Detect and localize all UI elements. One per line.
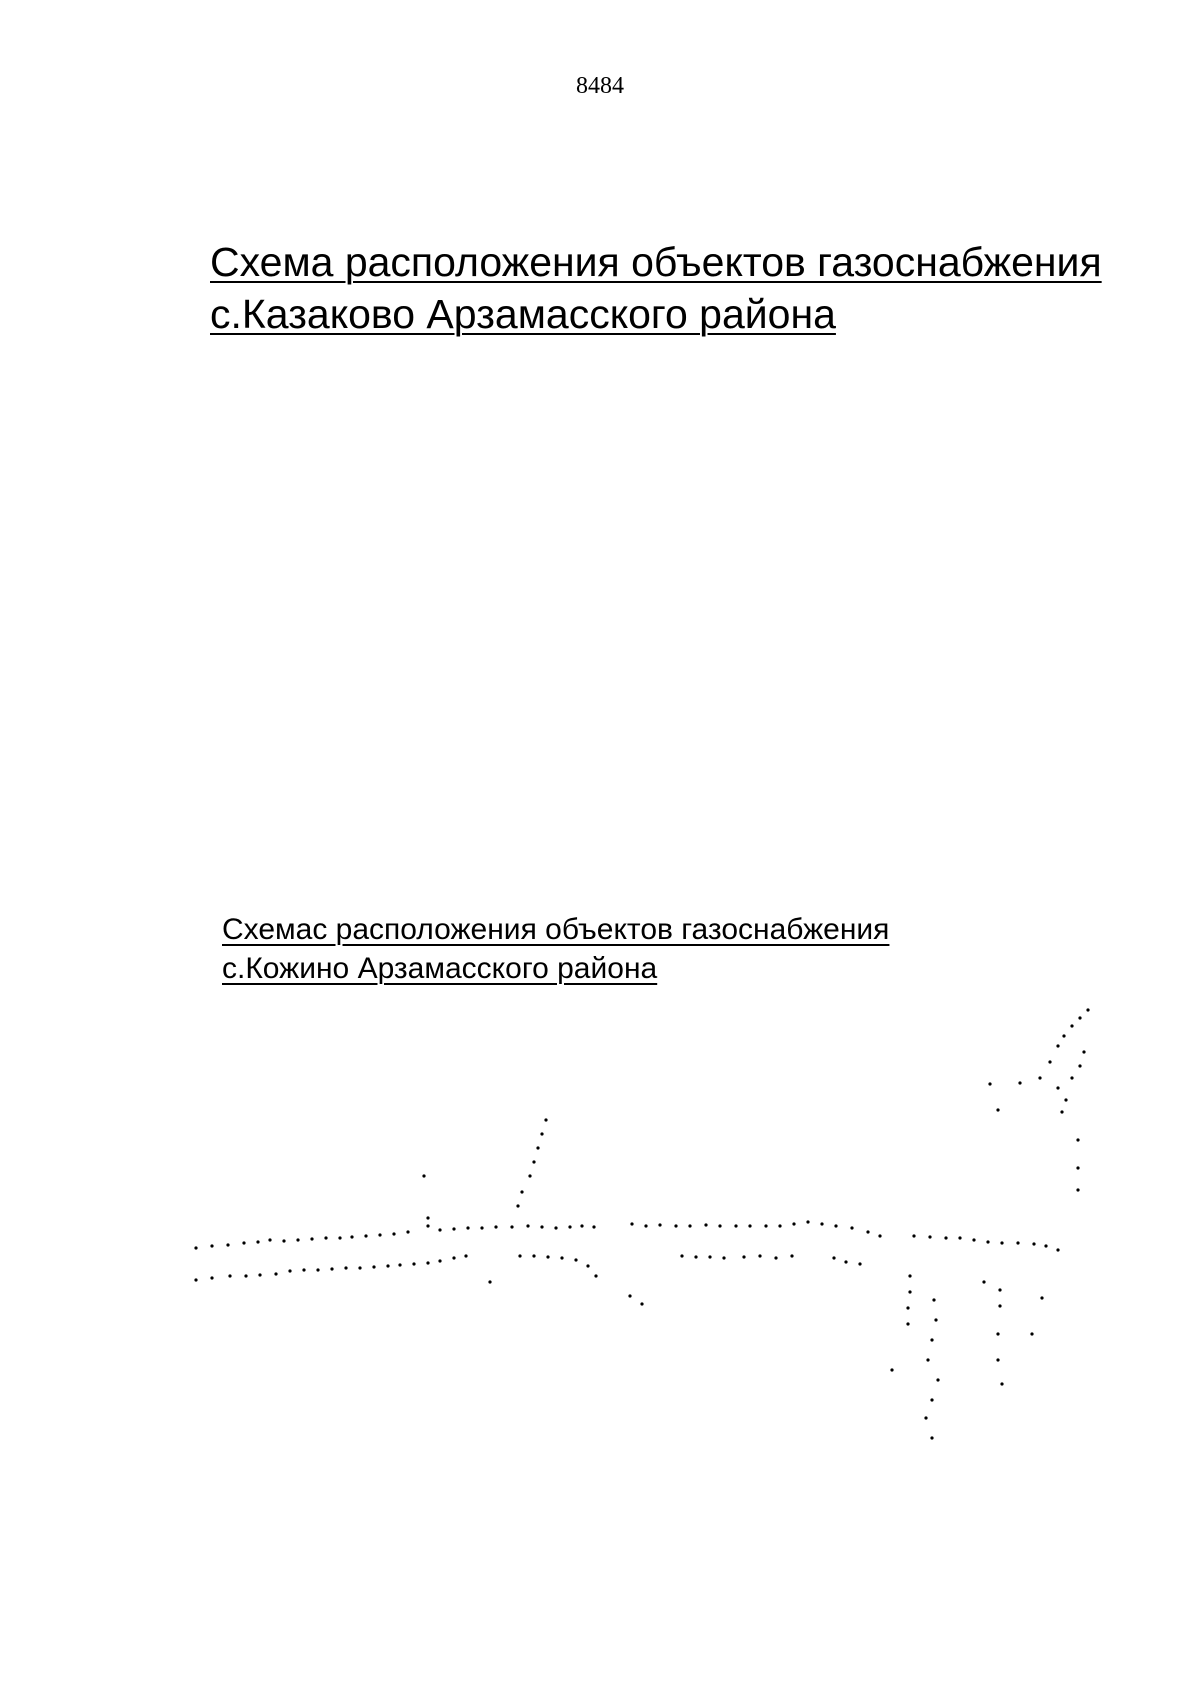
- scheme-title-kazakovo: [210, 236, 1102, 340]
- dotted-line-south-branches: [890, 1274, 1043, 1439]
- page-number: 8484: [576, 73, 624, 99]
- scheme-title-kazakovo-line2: с.Казаково Арзамасского района: [210, 291, 836, 337]
- scheme-title-kozhino-line1: Схемас расположения объектов газоснабжения: [222, 913, 890, 946]
- dotted-line-northeast-branch: [988, 1008, 1089, 1191]
- scheme-title-kazakovo-line1: Схема расположения объектов газоснабжения: [210, 239, 1102, 285]
- scheme-title-kozhino: [222, 910, 889, 988]
- dotted-line-main-upper: [194, 1220, 1059, 1251]
- dotted-line-north-branch: [422, 1118, 547, 1219]
- dotted-line-main-lower: [194, 1254, 861, 1305]
- scheme-title-kozhino-line2: с.Кожино Арзамасского района: [222, 952, 658, 985]
- gas-network-dot-map: [180, 1000, 1100, 1460]
